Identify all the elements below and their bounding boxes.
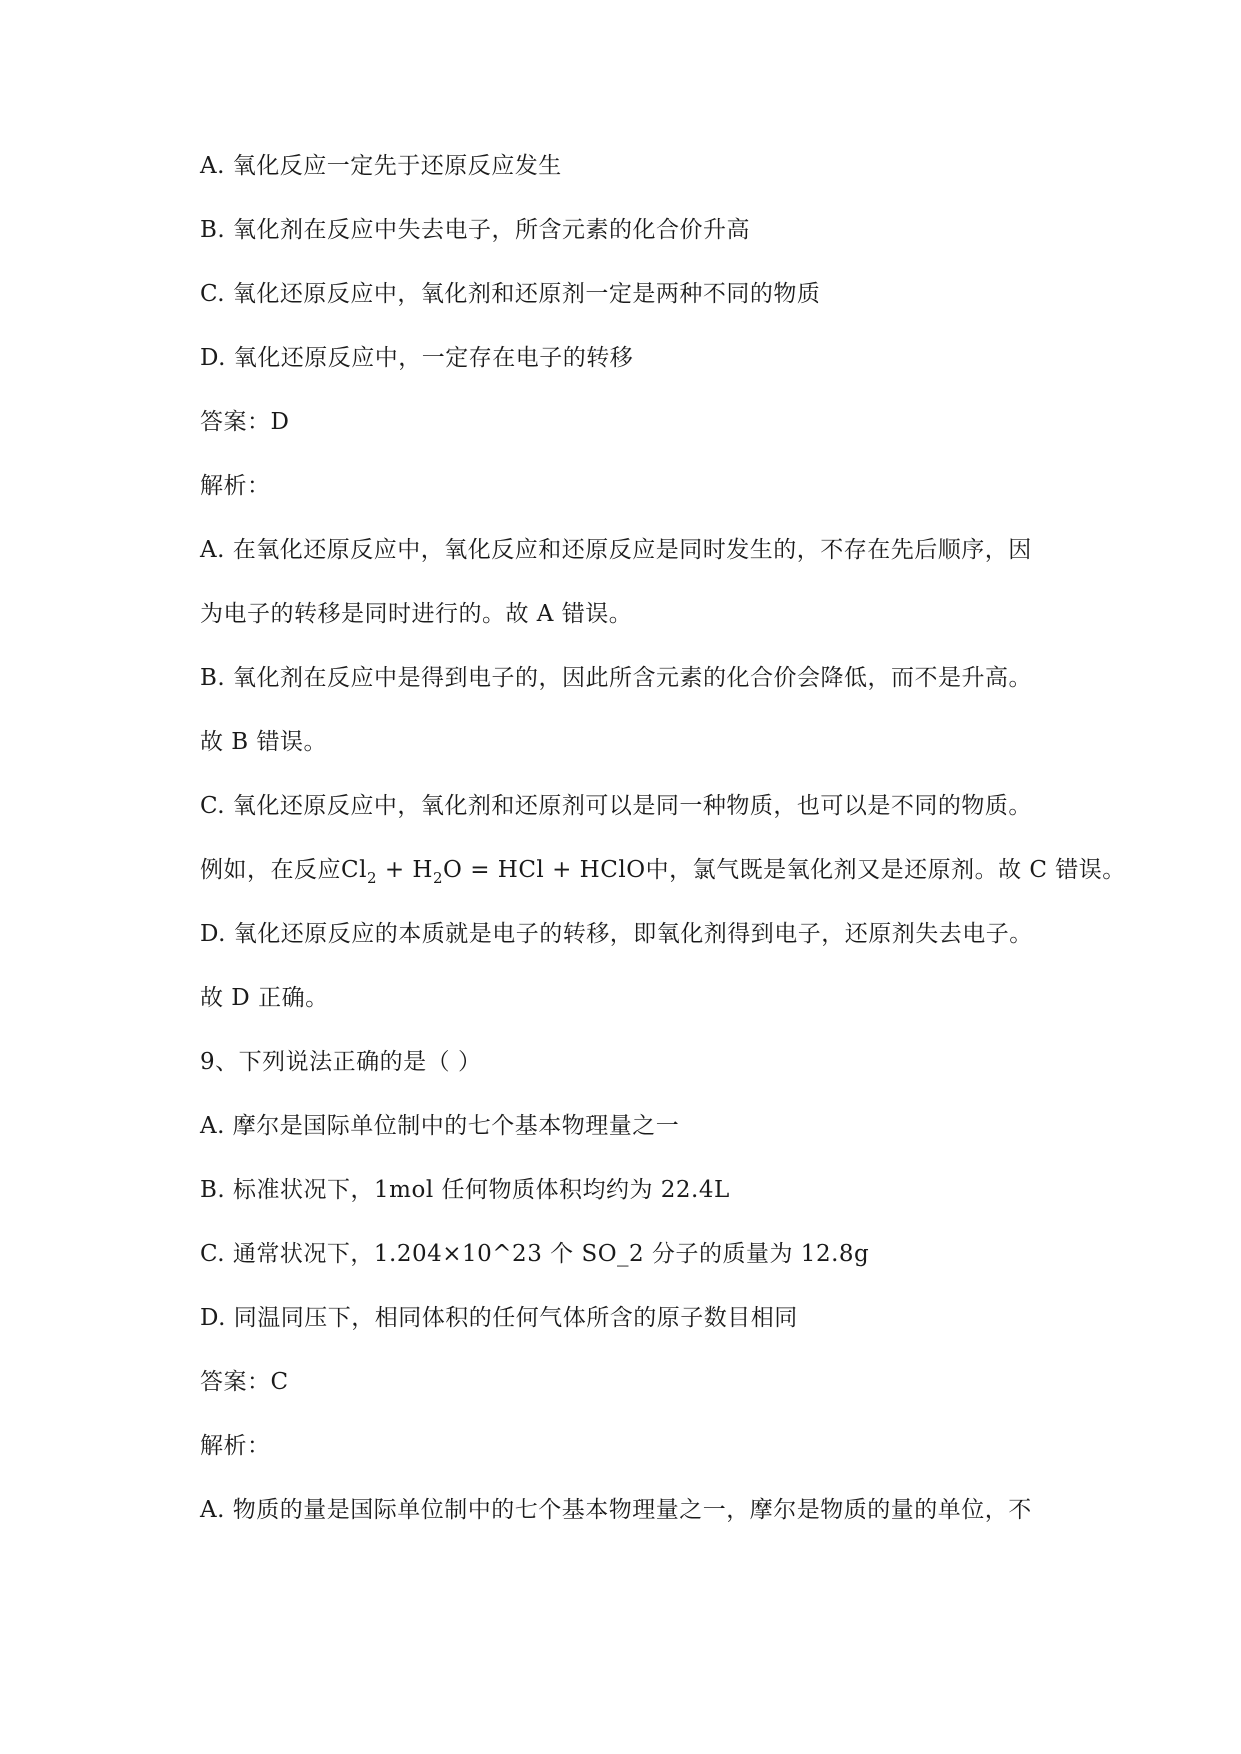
formula-cl: Cl [341, 857, 367, 883]
question-9-stem: 9、下列说法正确的是（ ） [200, 1049, 482, 1075]
option-d-q8: D. 氧化还原反应中，一定存在电子的转移 [200, 345, 634, 371]
analysis-b-line1: B. 氧化剂在反应中是得到电子的，因此所含元素的化合价会降低，而不是升高。 [200, 665, 1033, 691]
analysis-a-line1: A. 在氧化还原反应中，氧化反应和还原反应是同时发生的，不存在先后顺序，因 [200, 537, 1032, 563]
answer-q9: 答案：C [200, 1369, 289, 1395]
option-c-q8: C. 氧化还原反应中，氧化剂和还原剂一定是两种不同的物质 [200, 281, 821, 307]
analysis-heading-q9: 解析： [200, 1433, 271, 1459]
option-b-q8: B. 氧化剂在反应中失去电子，所含元素的化合价升高 [200, 217, 751, 243]
analysis-b-line2: 故 B 错误。 [200, 729, 328, 755]
analysis-d-line2: 故 D 正确。 [200, 985, 329, 1011]
formula-h: H [412, 857, 433, 883]
analysis-d-line1: D. 氧化还原反应的本质就是电子的转移，即氧化剂得到电子，还原剂失去电子。 [200, 921, 1033, 947]
formula-h-subscript: 2 [432, 869, 444, 887]
option-a-q9: A. 摩尔是国际单位制中的七个基本物理量之一 [200, 1113, 680, 1139]
formula-prefix: 例如，在反应 [200, 857, 341, 883]
formula-plus: + [377, 857, 413, 883]
formula-cl-subscript: 2 [366, 869, 378, 887]
analysis-heading-q8: 解析： [200, 473, 271, 499]
option-a-q8: A. 氧化反应一定先于还原反应发生 [200, 153, 562, 179]
formula-suffix: 中，氯气既是氧化剂又是还原剂。故 C 错误。 [645, 857, 1126, 883]
option-c-q9: C. 通常状况下，1.204×10^23 个 SO_2 分子的质量为 12.8g [200, 1241, 870, 1267]
analysis-a-q9-line1: A. 物质的量是国际单位制中的七个基本物理量之一，摩尔是物质的量的单位，不 [200, 1497, 1032, 1523]
chemical-equation [341, 857, 646, 887]
option-b-q9: B. 标准状况下，1mol 任何物质体积均约为 22.4L [200, 1177, 730, 1203]
analysis-c-formula-line [200, 850, 1126, 890]
formula-rest: O = HCl + HClO [443, 857, 646, 883]
option-d-q9: D. 同温同压下，相同体积的任何气体所含的原子数目相同 [200, 1305, 798, 1331]
analysis-a-line2: 为电子的转移是同时进行的。故 A 错误。 [200, 601, 633, 627]
analysis-c-line1: C. 氧化还原反应中，氧化剂和还原剂可以是同一种物质，也可以是不同的物质。 [200, 793, 1032, 819]
answer-q8: 答案：D [200, 409, 290, 435]
